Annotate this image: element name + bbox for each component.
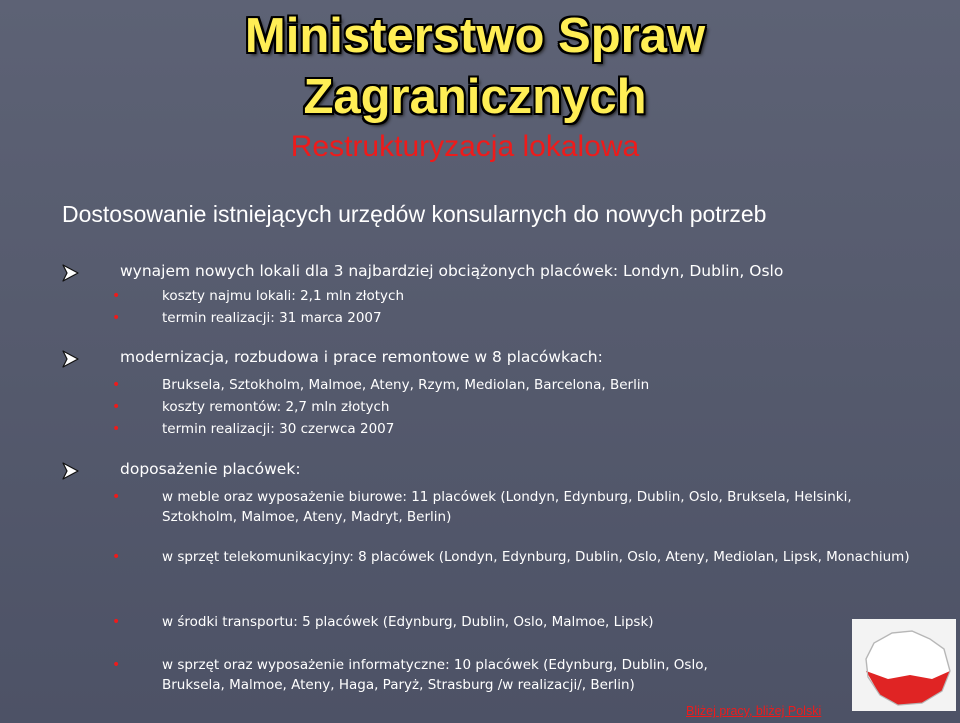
title-line-2: Zagranicznych [303,70,647,124]
footer-link[interactable]: Bliżej pracy, bliżej Polski [686,704,822,718]
page-title [0,6,950,128]
list-item-text: doposażenie placówek: [120,460,301,478]
poland-map-icon [852,619,956,711]
list-subitem-text: w sprzęt telekomunikacyjny: 8 placówek (Londyn, Edynburg, Dublin, Oslo, Ateny, Mediolan, Lipsk, Monachium) [162,549,910,565]
list-subitem-text: termin realizacji: 30 czerwca 2007 [162,421,395,437]
list-subitem-text: termin realizacji: 31 marca 2007 [162,310,382,326]
chevron-arrow-icon [62,350,79,368]
list-item-text: wynajem nowych lokali dla 3 najbardziej obciążonych placówek: Londyn, Dublin, Oslo [120,262,784,280]
list-subitem-text: w sprzęt oraz wyposażenie informatyczne: 10 placówek (Edynburg, Dublin, Oslo, Bruksela, Malmoe, Ateny, Haga, Paryż, Strasburg /w realizacji/, Berlin) [162,657,708,693]
list-subitem-text: koszty remontów: 2,7 mln złotych [162,399,390,415]
chevron-arrow-icon [62,264,79,282]
subtitle: Restrukturyzacja lokalowa [290,130,640,163]
chevron-arrow-icon [62,462,79,480]
list-subitem-text: w środki transportu: 5 placówek (Edynburg, Dublin, Oslo, Malmoe, Lipsk) [162,614,654,630]
round-bullet-icon: • [112,377,121,393]
list-subitem-text: w meble oraz wyposażenie biurowe: 11 placówek (Londyn, Edynburg, Dublin, Oslo, Bruksela, Helsinki, Sztokholm, Malmoe, Ateny, Madryt, Berlin) [162,489,852,525]
list-item-text: modernizacja, rozbudowa i prace remontowe w 8 placówkach: [120,348,603,366]
section-heading: Dostosowanie istniejących urzędów konsularnych do nowych potrzeb [62,201,767,227]
list-subitem-text: koszty najmu lokali: 2,1 mln złotych [162,288,405,304]
list-subitem-text: Bruksela, Sztokholm, Malmoe, Ateny, Rzym, Mediolan, Barcelona, Berlin [162,377,650,393]
title-line-1: Ministerstwo Spraw [244,9,706,63]
round-bullet-icon: • [112,399,121,415]
round-bullet-icon: • [112,288,121,304]
round-bullet-icon: • [112,614,121,630]
round-bullet-icon: • [112,310,121,326]
round-bullet-icon: • [112,489,121,505]
round-bullet-icon: • [112,421,121,437]
round-bullet-icon: • [112,549,121,565]
round-bullet-icon: • [112,657,121,673]
